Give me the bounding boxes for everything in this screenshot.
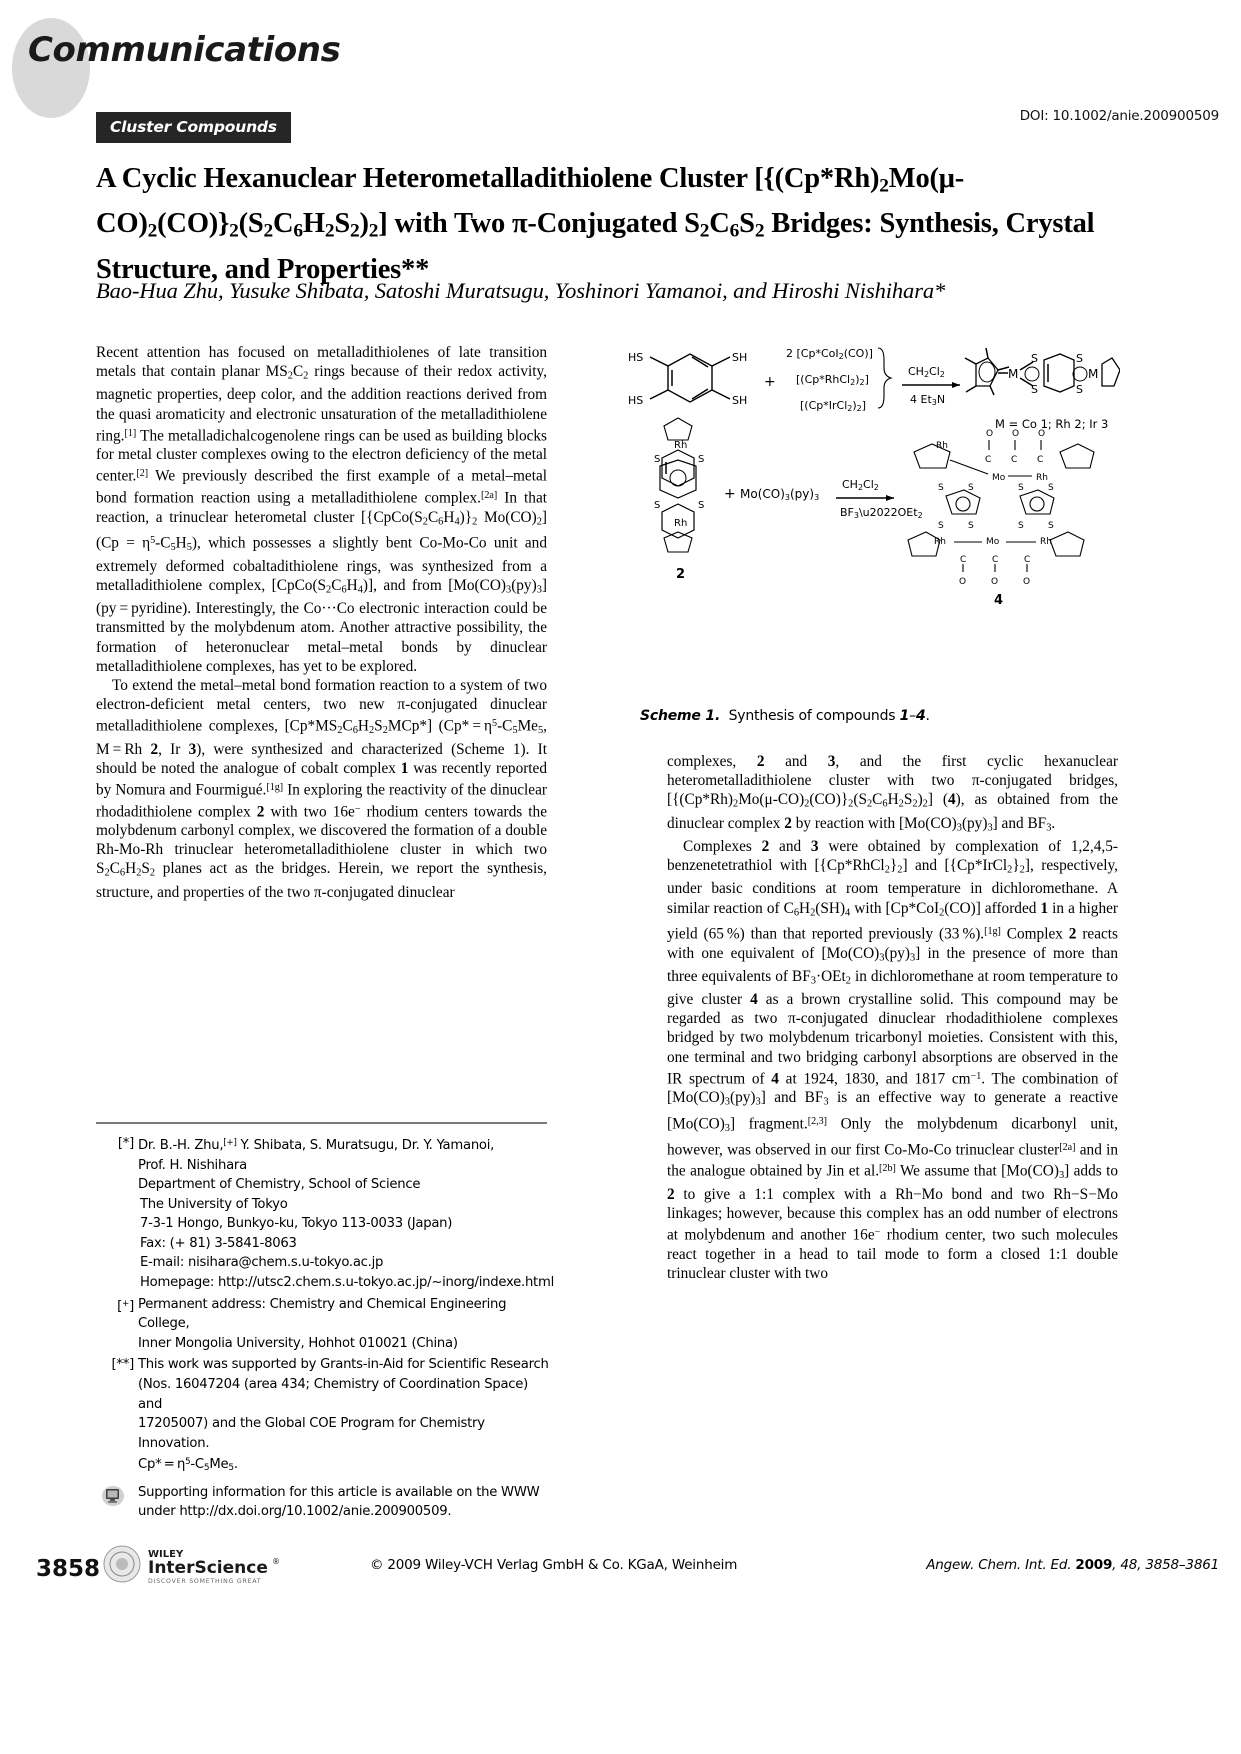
footnote-line: The University of Tokyo (140, 1196, 288, 1212)
scheme-caption-text: Synthesis of compounds 1–4. (724, 708, 930, 724)
footnote-line: Department of Chemistry, School of Science (138, 1177, 421, 1193)
svg-text:O: O (1012, 429, 1020, 439)
author-list: Bao-Hua Zhu, Yusuke Shibata, Satoshi Muratsugu, Yoshinori Yamanoi, and Hiroshi Nishihara* (96, 278, 946, 303)
scheme-atom-rh-top: Rh (674, 440, 688, 451)
scheme-plus-top: + (764, 374, 776, 390)
footnote-line: 17205007) and the Global COE Program for Chemistry Innovation. (138, 1416, 485, 1451)
footnote-line: This work was supported by Grants-in-Aid for Scientific Research (138, 1357, 549, 1373)
scheme-reagent-3: [(Cp*IrCl2)2] (800, 399, 867, 413)
svg-text:Mo: Mo (992, 473, 1006, 483)
scheme-caption (640, 708, 1120, 724)
footnote-line: (Nos. 16047204 (area 434; Chemistry of Coordination Space) and (138, 1377, 529, 1412)
footnote-mark: [*] (117, 1136, 134, 1151)
footnote-item-funding (96, 1355, 556, 1478)
svg-text:O: O (991, 577, 999, 587)
paragraph: Complexes 2 and 3 were obtained by complexation of 1,2,4,5-benzenetetrathiol with $[\{Cp*RhCl_2\}_2]$ and $[\{Cp*IrCl_2\}_2]$, respectively, under basic conditions at room temperature in dichloromethane. A similar reaction of $C_6H_2(SH)_4$ with [Cp*CoI$_2$(CO)] afforded 1 in a higher yield (65 %) than that reported previously (33 %).[1g] Complex 2 reacts with one equivalent of $[Mo(CO)_3(py)_3]$ in the presence of more than three equivalents of $BF_3\cdot OEt_2$ in dichloromethane at room temperature to give cluster 4 as a brown crystalline solid. This compound may be regarded as two π-conjugated dinuclear rhodadithiolene complexes bridged by two molybdenum tricarbonyl moieties. Consistent with this, one terminal and two bridging carbonyl absorptions are observed in the IR spectrum of 4 at 1924, 1830, and 1817 $cm^{-1}$. The combination of $[Mo(CO)_3(py)_3]$ and $BF_3$ is an effective way to generate a reactive $[Mo(CO)_3]$ fragment.[2,3] Only the molybdenum dicarbonyl unit, however, was observed in our first Co-Mo-Co trinuclear cluster[2a] and in the analogue obtained by Jin et al.[2b] We assume that $[Mo(CO)_3]$ adds to 2 to give a 1:1 complex with a Rh−Mo bond and two Rh−S−Mo linkages; however, because this complex has an odd number of electrons at molybdenum and another 16e− rhodium center, two such molecules react together in a head to tail mode to form a closed 1:1 double trinuclear cluster with two (667, 837, 1119, 1282)
paragraph: Recent attention has focused on metalladithiolenes of late transition metals that contain planar $MS_2C_2$ rings because of their redox activity, magnetic properties, deep color, and the addition reactions derived from the quasi aromaticity and electronic unsaturation of the metalladithiolene ring.[1] The metalladichalcogenolene rings can be used as building blocks for metal cluster complexes owing to the electron deficiency of the metal center.[2] We previously described the first example of a metal–metal bond formation reaction using a metalladithiolene complex.[2a] In that reaction, a trinuclear heterometal cluster [$\{CpCo(S_2C_6H_4)\}_2$ $Mo(CO)_2$] $(Cp = \eta^5-C_5H_5)$, which possesses a slightly bent Co-Mo-Co unit and extremely deformed cobaltadithiolene rings, was synthesized from a metalladithiolene complex, $[CpCo(S_2C_6H_4)]$, and from $[Mo(CO)_3(py)_3] (py$ = pyridine). Interestingly, the Co···Co electronic interaction could be transmitted by the molybdenum atom. Another attractive possibility, the formation of heteronuclear metal–metal bonds by dinuclear metalladithiolene complexes, has yet to be explored. (96, 344, 547, 675)
footnote-line: Inner Mongolia University, Hohhot 010021 (China) (138, 1335, 458, 1351)
scheme-atom-m-right: M (1088, 367, 1099, 381)
scheme-product-top (965, 348, 1120, 396)
page-title: A Cyclic Hexanuclear Heterometalladithiolene Cluster $[\{(Cp*Rh)_2Mo(\mu-CO)_2(CO)\}_2(S_2C_6H_2S_2)_2]$ with Two π-Conjugated $S_2C_6S_2$ Bridges: Synthesis, Crystal Structure, and Properties** (96, 163, 1095, 285)
svg-text:S: S (1018, 521, 1024, 531)
scheme-label-sh-bottom: SH (732, 394, 748, 407)
svg-text:C: C (985, 455, 992, 465)
footnote-mark: [**] (111, 1357, 134, 1373)
body-column-right (667, 752, 1118, 1283)
footnote-line: $Cp* = \eta^5-C_5Me_5$. (138, 1457, 238, 1474)
svg-text:®: ® (272, 1557, 280, 1566)
scheme-cluster-4-structure (908, 429, 1094, 608)
scheme-atom-s-4: S (1076, 383, 1083, 396)
scheme-atom-s-8: S (698, 500, 705, 511)
scheme-compound-label-2: 2 (676, 567, 686, 582)
svg-text:S: S (938, 521, 944, 531)
scheme-compound-label-4: 4 (994, 593, 1004, 608)
footnote-line: Permanent address: Chemistry and Chemical Engineering College, (138, 1296, 507, 1332)
svg-text:C: C (960, 555, 967, 565)
svg-text:Rh: Rh (1040, 537, 1052, 547)
paragraph: To extend the metal–metal bond formation reaction to a system of two electron-deficient metal centers, two new π-conjugated dinuclear metalladithiolene complexes, $[Cp*MS_2C_6H_2S_2MCp*] (Cp* = \eta^5-C_5Me_5$, M = Rh 2, Ir 3), were synthesized and characterized (Scheme 1). It should be noted the analogue of cobalt complex 1 was recently reported by Nomura and Fourmigué.[1g] In exploring the reactivity of the dinuclear rhodadithiolene complex 2 with two 16e− rhodium centers towards the molybdenum carbonyl complex, we discovered the formation of a double Rh-Mo-Rh trinuclear heterometalladithiolene cluster in which two $S_2C_6H_2S_2$ planes act as the bridges. Herein, we report the synthesis, structure, and properties of the two π-conjugated dinuclear (96, 676, 547, 901)
scheme-label-hs-bottom: HS (628, 394, 644, 407)
svg-text:O: O (1038, 429, 1046, 439)
svg-text:S: S (1018, 483, 1024, 493)
benzenetetrathiol-structure (628, 351, 747, 407)
scheme-compound-2-structure (654, 418, 704, 582)
footnote-line: Prof. H. Nishihara (138, 1157, 247, 1173)
footnote-line: 7-3-1 Hongo, Bunkyo-ku, Tokyo 113-0033 (Japan) (140, 1216, 453, 1232)
keyword-chip: Cluster Compounds (96, 112, 291, 143)
doi-text: DOI: 10.1002/anie.200900509 (1019, 108, 1219, 124)
svg-text:Rh: Rh (1036, 473, 1048, 483)
scheme-atom-s-2: S (1031, 383, 1038, 396)
footnote-line: Dr. B.-H. Zhu,[+] Y. Shibata, S. Muratsugu, Dr. Y. Yamanoi, (138, 1137, 495, 1153)
scheme-1-figure (620, 340, 1120, 650)
svg-text:InterScience: InterScience (148, 1558, 268, 1578)
scheme-plus-bottom: + (724, 486, 736, 502)
scheme-atom-s-6: S (698, 454, 705, 465)
scheme-reagent-bf3: BF3\u2022OEt2 (840, 506, 923, 520)
scheme-atom-rh-bottom: Rh (674, 518, 688, 529)
scheme-atom-s-1: S (1031, 352, 1038, 365)
scheme-atom-m-left: M (1008, 367, 1019, 381)
journal-reference: Angew. Chem. Int. Ed. 2009, 48, 3858–3861 (926, 1557, 1219, 1573)
svg-text:Rh: Rh (936, 441, 948, 451)
footnote-line: Supporting information for this article is available on the WWW (138, 1484, 540, 1500)
svg-text:Rh: Rh (934, 537, 946, 547)
scheme-reagent-mo: Mo(CO)3(py)3 (740, 487, 820, 502)
scheme-product-key-top: M = Co 1; Rh 2; Ir 3 (995, 417, 1109, 431)
svg-text:S: S (1048, 521, 1054, 531)
footnote-line-doi-link[interactable]: under http://dx.doi.org/10.1002/anie.200900509. (138, 1504, 452, 1520)
svg-text:WILEY: WILEY (148, 1549, 184, 1560)
svg-text:C: C (1024, 555, 1031, 565)
footnote-line-email: E-mail: nisihara@chem.s.u-tokyo.ac.jp (140, 1255, 384, 1271)
svg-text:O: O (959, 577, 967, 587)
svg-text:S: S (968, 483, 974, 493)
footnote-divider (96, 1122, 547, 1124)
footnote-block (96, 1134, 556, 1524)
svg-text:C: C (1011, 455, 1018, 465)
footnote-mark: [+] (117, 1298, 134, 1314)
svg-text:C: C (1037, 455, 1044, 465)
scheme-atom-s-5: S (654, 454, 661, 465)
scheme-1-svg (620, 340, 1120, 650)
footnote-item-permanent-address (96, 1295, 556, 1354)
copyright-text: © 2009 Wiley-VCH Verlag GmbH & Co. KGaA, Weinheim (370, 1557, 738, 1573)
scheme-solvent-top: CH2Cl2 (908, 365, 945, 379)
scheme-reagent-1: 2 [Cp*CoI2(CO)] (786, 347, 873, 361)
svg-text:S: S (968, 521, 974, 531)
svg-text:S: S (1048, 483, 1054, 493)
scheme-label-sh-top: SH (732, 351, 748, 364)
monitor-icon (102, 1486, 124, 1506)
masthead (0, 0, 1241, 110)
scheme-reagent-2: [(Cp*RhCl2)2] (796, 373, 869, 387)
scheme-base-top: 4 Et3N (910, 393, 946, 407)
svg-text:O: O (986, 429, 994, 439)
svg-text:Mo: Mo (986, 537, 1000, 547)
page-number: 3858 (36, 1556, 101, 1582)
wiley-interscience-logo (100, 1540, 300, 1588)
scheme-caption-prefix: Scheme 1. (640, 708, 721, 724)
scheme-solvent-bottom: CH2Cl2 (842, 478, 879, 492)
footnote-line: Fax: (+ 81) 3-5841-8063 (140, 1235, 297, 1251)
masthead-title: Communications (28, 30, 341, 70)
scheme-label-hs-top: HS (628, 351, 644, 364)
svg-text:O: O (1023, 577, 1031, 587)
body-column-left (96, 343, 547, 902)
svg-text:DISCOVER SOMETHING GREAT: DISCOVER SOMETHING GREAT (148, 1578, 262, 1585)
scheme-atom-s-3: S (1076, 352, 1083, 365)
paragraph: complexes, 2 and 3, and the first cyclic hexanuclear heterometalladithiolene cluster with two π-conjugated bridges, $[\{(Cp*Rh)_2Mo(\mu-CO)_2(CO)\}_2(S_2C_6H_2S_2)_2]$ (4), as obtained from the dinuclear complex 2 by reaction with $[Mo(CO)_3(py)_3]$ and $BF_3$. (667, 753, 1118, 833)
svg-text:S: S (938, 483, 944, 493)
footnote-item-author (96, 1134, 556, 1293)
svg-text:C: C (992, 555, 999, 565)
scheme-atom-s-7: S (654, 500, 661, 511)
footnote-item-supporting-info (96, 1483, 556, 1522)
footnote-line-homepage[interactable]: Homepage: http://utsc2.chem.s.u-tokyo.ac.jp/~inorg/indexe.html (140, 1275, 554, 1291)
